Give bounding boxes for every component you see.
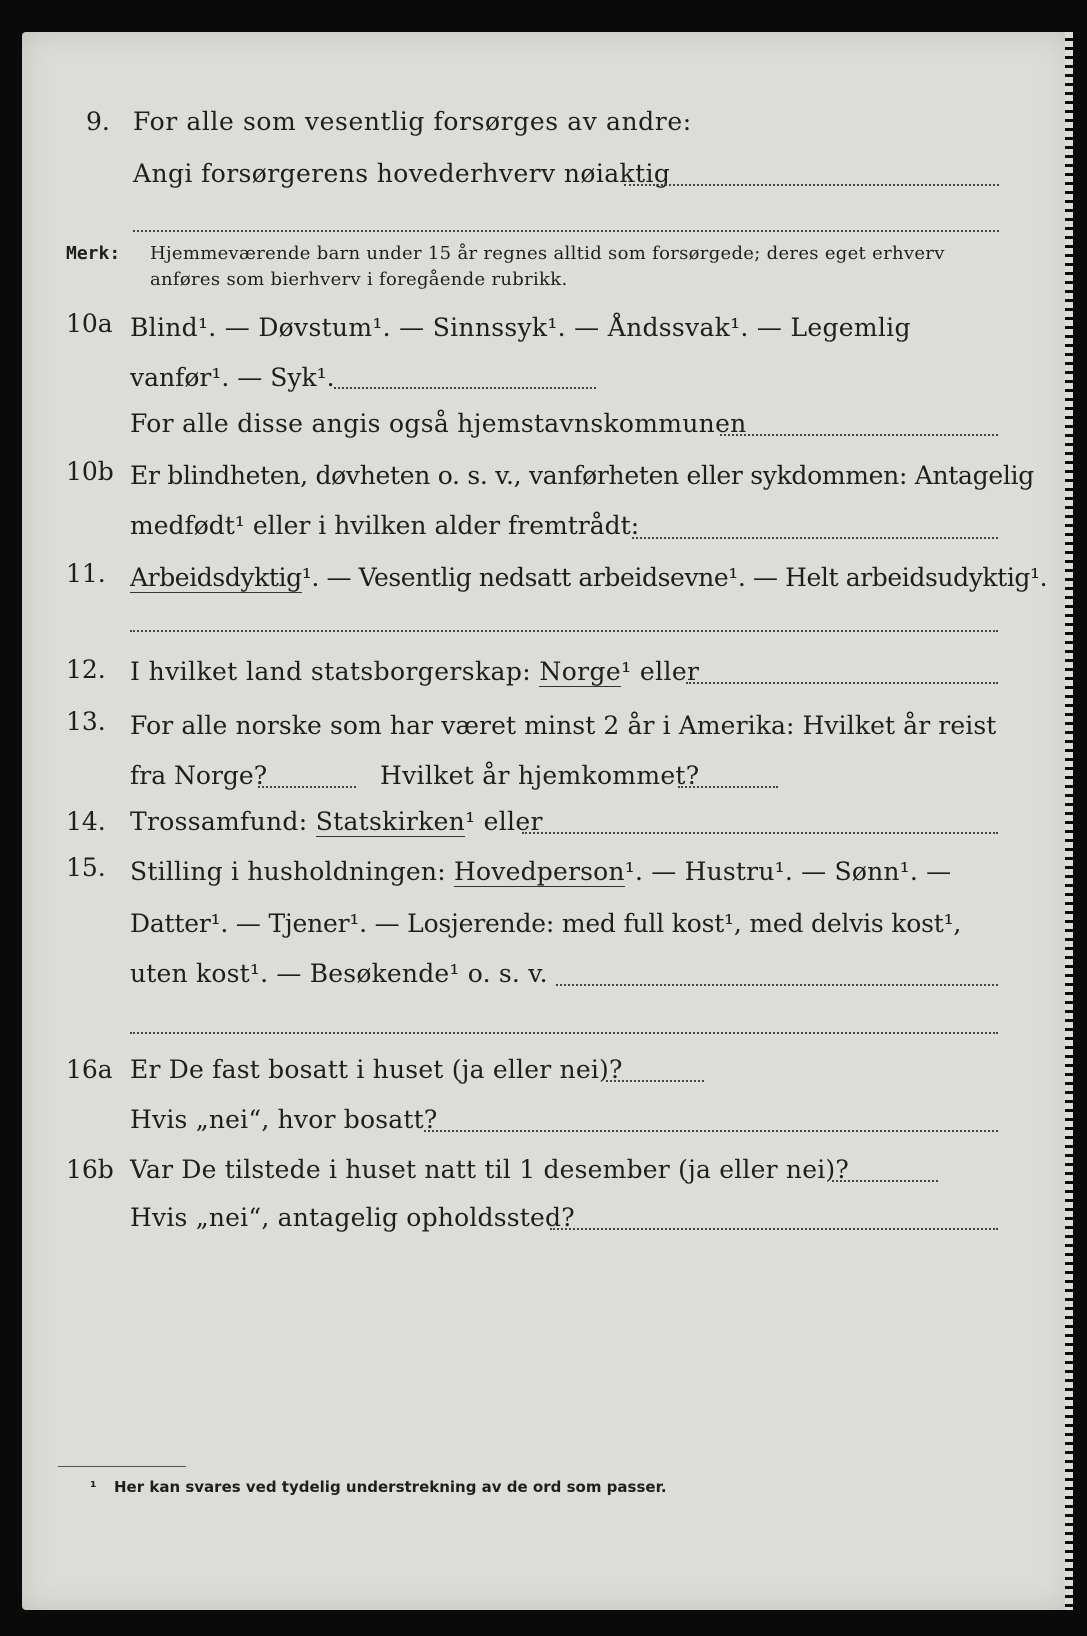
q10b-number: 10b (66, 457, 114, 486)
q9-number: 9. (86, 107, 110, 136)
q11-number: 11. (66, 559, 106, 588)
q10a-line3: For alle disse angis også hjemstavnskommunen (130, 409, 747, 438)
q15-line2: Datter¹. — Tjener¹. — Losjerende: med full kost¹, med delvis kost¹, (130, 909, 962, 938)
q14-answer-line[interactable] (522, 832, 998, 834)
q9-line1: For alle som vesentlig forsørges av andre: (133, 107, 692, 136)
q16b-line2: Hvis „nei“, antagelig opholdssted? (130, 1203, 575, 1232)
q16a-line1: Er De fast bosatt i huset (ja eller nei)? (130, 1055, 623, 1084)
merk-line2: anføres som bierhverv i foregående rubrikk. (150, 269, 568, 290)
q12-answer-line[interactable] (686, 682, 998, 684)
q16b-line1: Var De tilstede i huset natt til 1 desember (ja eller nei)? (130, 1155, 849, 1184)
q10a-number: 10a (66, 309, 113, 338)
q10b-answer-line[interactable] (632, 537, 998, 539)
q16a-answer[interactable] (606, 1080, 704, 1082)
q11-rest: ¹. — Vesentlig nedsatt arbeidsevne¹. — Helt arbeidsudyktig¹. (301, 563, 1048, 592)
q13-reist-answer[interactable] (258, 786, 356, 788)
q13-number: 13. (66, 707, 106, 736)
q11-underlined-option[interactable]: Arbeidsdyktig (130, 563, 302, 592)
footnote-mark: ¹ (90, 1478, 97, 1496)
q15-post: ¹. — Hustru¹. — Sønn¹. — (624, 857, 952, 886)
q11-answer-line[interactable] (130, 630, 998, 632)
q9-line2: Angi forsørgerens hovederhverv nøiaktig (133, 159, 671, 188)
q16b-answer[interactable] (832, 1180, 938, 1182)
q16b-number: 16b (66, 1155, 114, 1184)
census-form-sheet (22, 32, 1070, 1610)
q15-answer-line-2[interactable] (130, 1032, 998, 1034)
q10b-line2: medfødt¹ eller i hvilken alder fremtrådt: (130, 511, 640, 540)
q15-pre: Stilling i husholdningen: (130, 857, 446, 886)
q16a-line2: Hvis „nei“, hvor bosatt? (130, 1105, 438, 1134)
q9-answer-line[interactable] (624, 184, 999, 186)
merk-label: Merk: (66, 243, 121, 264)
q15-line1 (130, 856, 951, 888)
q15-line3: uten kost¹. — Besøkende¹ o. s. v. (130, 959, 548, 988)
q10a-line2: vanfør¹. — Syk¹. (130, 363, 335, 392)
q10a-hjemstavn-line[interactable] (720, 434, 998, 436)
q10a-line1: Blind¹. — Døvstum¹. — Sinnssyk¹. — Åndssvak¹. — Legemlig (130, 313, 911, 342)
q15-underlined-option[interactable]: Hovedperson (454, 857, 625, 886)
q14-line (130, 806, 543, 838)
q16a-bosatt-answer[interactable] (424, 1130, 998, 1132)
footnote-text: Her kan svares ved tydelig understrekning av de ord som passer. (114, 1478, 667, 1496)
q13-hjemkommet-answer[interactable] (678, 786, 778, 788)
q12-line (130, 656, 699, 688)
q12-number: 12. (66, 655, 106, 684)
footnote-rule (58, 1466, 186, 1467)
q14-number: 14. (66, 807, 106, 836)
q15-number: 15. (66, 853, 106, 882)
q15-answer-line[interactable] (556, 984, 998, 986)
q12-pre: I hvilket land statsborgerskap: (130, 657, 532, 686)
q12-post: ¹ eller (621, 657, 700, 686)
q16a-number: 16a (66, 1055, 113, 1084)
q13-line1: For alle norske som har været minst 2 år i Amerika: Hvilket år reist (130, 711, 997, 740)
q14-pre: Trossamfund: (130, 807, 308, 836)
q14-post: ¹ eller (465, 807, 543, 836)
q13-line2a: fra Norge? (130, 761, 268, 790)
merk-line1: Hjemmeværende barn under 15 år regnes alltid som forsørgede; deres eget erhverv (150, 243, 945, 264)
q16b-opholdssted-answer[interactable] (550, 1228, 998, 1230)
q13-line2b: Hvilket år hjemkommet? (380, 761, 700, 790)
q12-underlined-option[interactable]: Norge (539, 657, 622, 686)
q10a-answer-line[interactable] (334, 387, 596, 389)
q11-line (130, 562, 1047, 594)
q9-answer-line-2[interactable] (133, 230, 999, 232)
q10b-line1: Er blindheten, døvheten o. s. v., vanførheten eller sykdommen: Antagelig (130, 461, 1034, 490)
q14-underlined-option[interactable]: Statskirken (315, 807, 466, 836)
